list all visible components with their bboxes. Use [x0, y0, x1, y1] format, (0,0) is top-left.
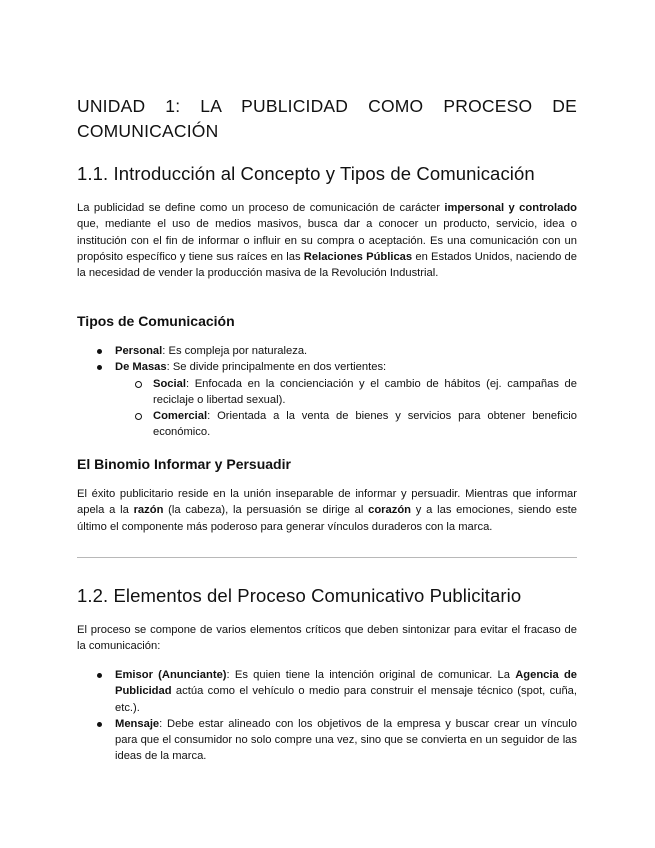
- section-1-intro-paragraph: [77, 200, 577, 281]
- list-item: [77, 359, 577, 440]
- item-text: : Es compleja por naturaleza.: [162, 345, 308, 357]
- section-2-heading: 1.2. Elementos del Proceso Comunicativo Publicitario: [77, 585, 522, 606]
- section-2-intro-paragraph: El proceso se compone de varios elementos críticos que deben sintonizar para evitar el fracaso de la comunicación:: [77, 624, 577, 653]
- list-item: [77, 667, 577, 716]
- item-text: : Orientada a la venta de bienes y servicios para obtener beneficio económico.: [153, 410, 577, 439]
- binomio-bold-razon: razón: [133, 504, 164, 517]
- bullet-icon: [97, 722, 102, 727]
- binomio-heading: El Binomio Informar y Persuadir: [77, 456, 291, 472]
- item-label: Mensaje: [115, 717, 160, 730]
- bullet-icon: [97, 673, 102, 678]
- circle-bullet-icon: [135, 413, 142, 420]
- binomio-paragraph: [77, 486, 577, 535]
- bullet-icon: [97, 349, 102, 354]
- item-bold-agencia: Agencia de Publicidad: [115, 669, 577, 698]
- item-text: : Enfocada en la concienciación y el cambio de hábitos (ej. campañas de reciclaje o libertad sexual).: [153, 377, 577, 406]
- item-text: : Se divide principalmente en dos vertientes:: [166, 361, 387, 374]
- binomio-text: (la cabeza), la persuasión se dirige al: [163, 504, 369, 517]
- item-label: Comercial: [153, 410, 208, 423]
- masas-sublist: [115, 376, 577, 441]
- item-label: De Masas: [115, 361, 167, 374]
- intro-text: en Estados Unidos, naciendo de la necesidad de vender la producción masiva de la Revolución Industrial.: [77, 250, 577, 280]
- intro-bold-relaciones: Relaciones Públicas: [303, 250, 413, 263]
- unit-title: UNIDAD 1: LA PUBLICIDAD COMO PROCESO DE COMUNICACIÓN: [77, 96, 577, 141]
- horizontal-divider: [77, 557, 577, 558]
- list-item: [77, 716, 577, 765]
- binomio-text: El éxito publicitario reside en la unión inseparable de informar y persuadir. Mientras que informar apela a la: [77, 488, 577, 517]
- list-item: [77, 376, 577, 409]
- item-text: : Es quien tiene la intención original de comunicar. La: [226, 669, 516, 681]
- elementos-list: [77, 667, 577, 765]
- circle-bullet-icon: [135, 381, 142, 388]
- tipos-heading: Tipos de Comunicación: [77, 313, 235, 329]
- intro-text: La publicidad se define como un proceso de comunicación de carácter: [77, 202, 445, 214]
- item-label: Social: [153, 377, 186, 390]
- item-text: : Debe estar alineado con los objetivos de la empresa y buscar crear un vínculo para que el consumidor no solo compre una vez, sino que se convierta en un seguidor de las ideas de la marca.: [115, 717, 577, 763]
- bullet-icon: [97, 365, 102, 370]
- list-item: [77, 408, 577, 441]
- item-label: Personal: [115, 345, 163, 357]
- section-1-heading: 1.1. Introducción al Concepto y Tipos de Comunicación: [77, 163, 535, 184]
- intro-bold-impersonal: impersonal y controlado: [444, 202, 577, 214]
- list-item: [77, 343, 577, 359]
- intro-text: que, mediante el uso de medios masivos, busca dar a conocer un producto, servicio, idea o institución con el fin de informar o influir en su compra o aceptación. Es una comunicación con un propósito específico y tiene sus raíces en las: [77, 218, 577, 263]
- binomio-text: y a las emociones, siendo este último el componente más poderoso para generar vínculos duraderos con la marca.: [77, 504, 577, 533]
- item-label: Emisor (Anunciante): [115, 669, 227, 681]
- tipos-list: [77, 343, 577, 441]
- binomio-bold-corazon: corazón: [368, 504, 412, 517]
- item-text: actúa como el vehículo o medio para construir el mensaje técnico (spot, cuña, etc.).: [115, 685, 577, 714]
